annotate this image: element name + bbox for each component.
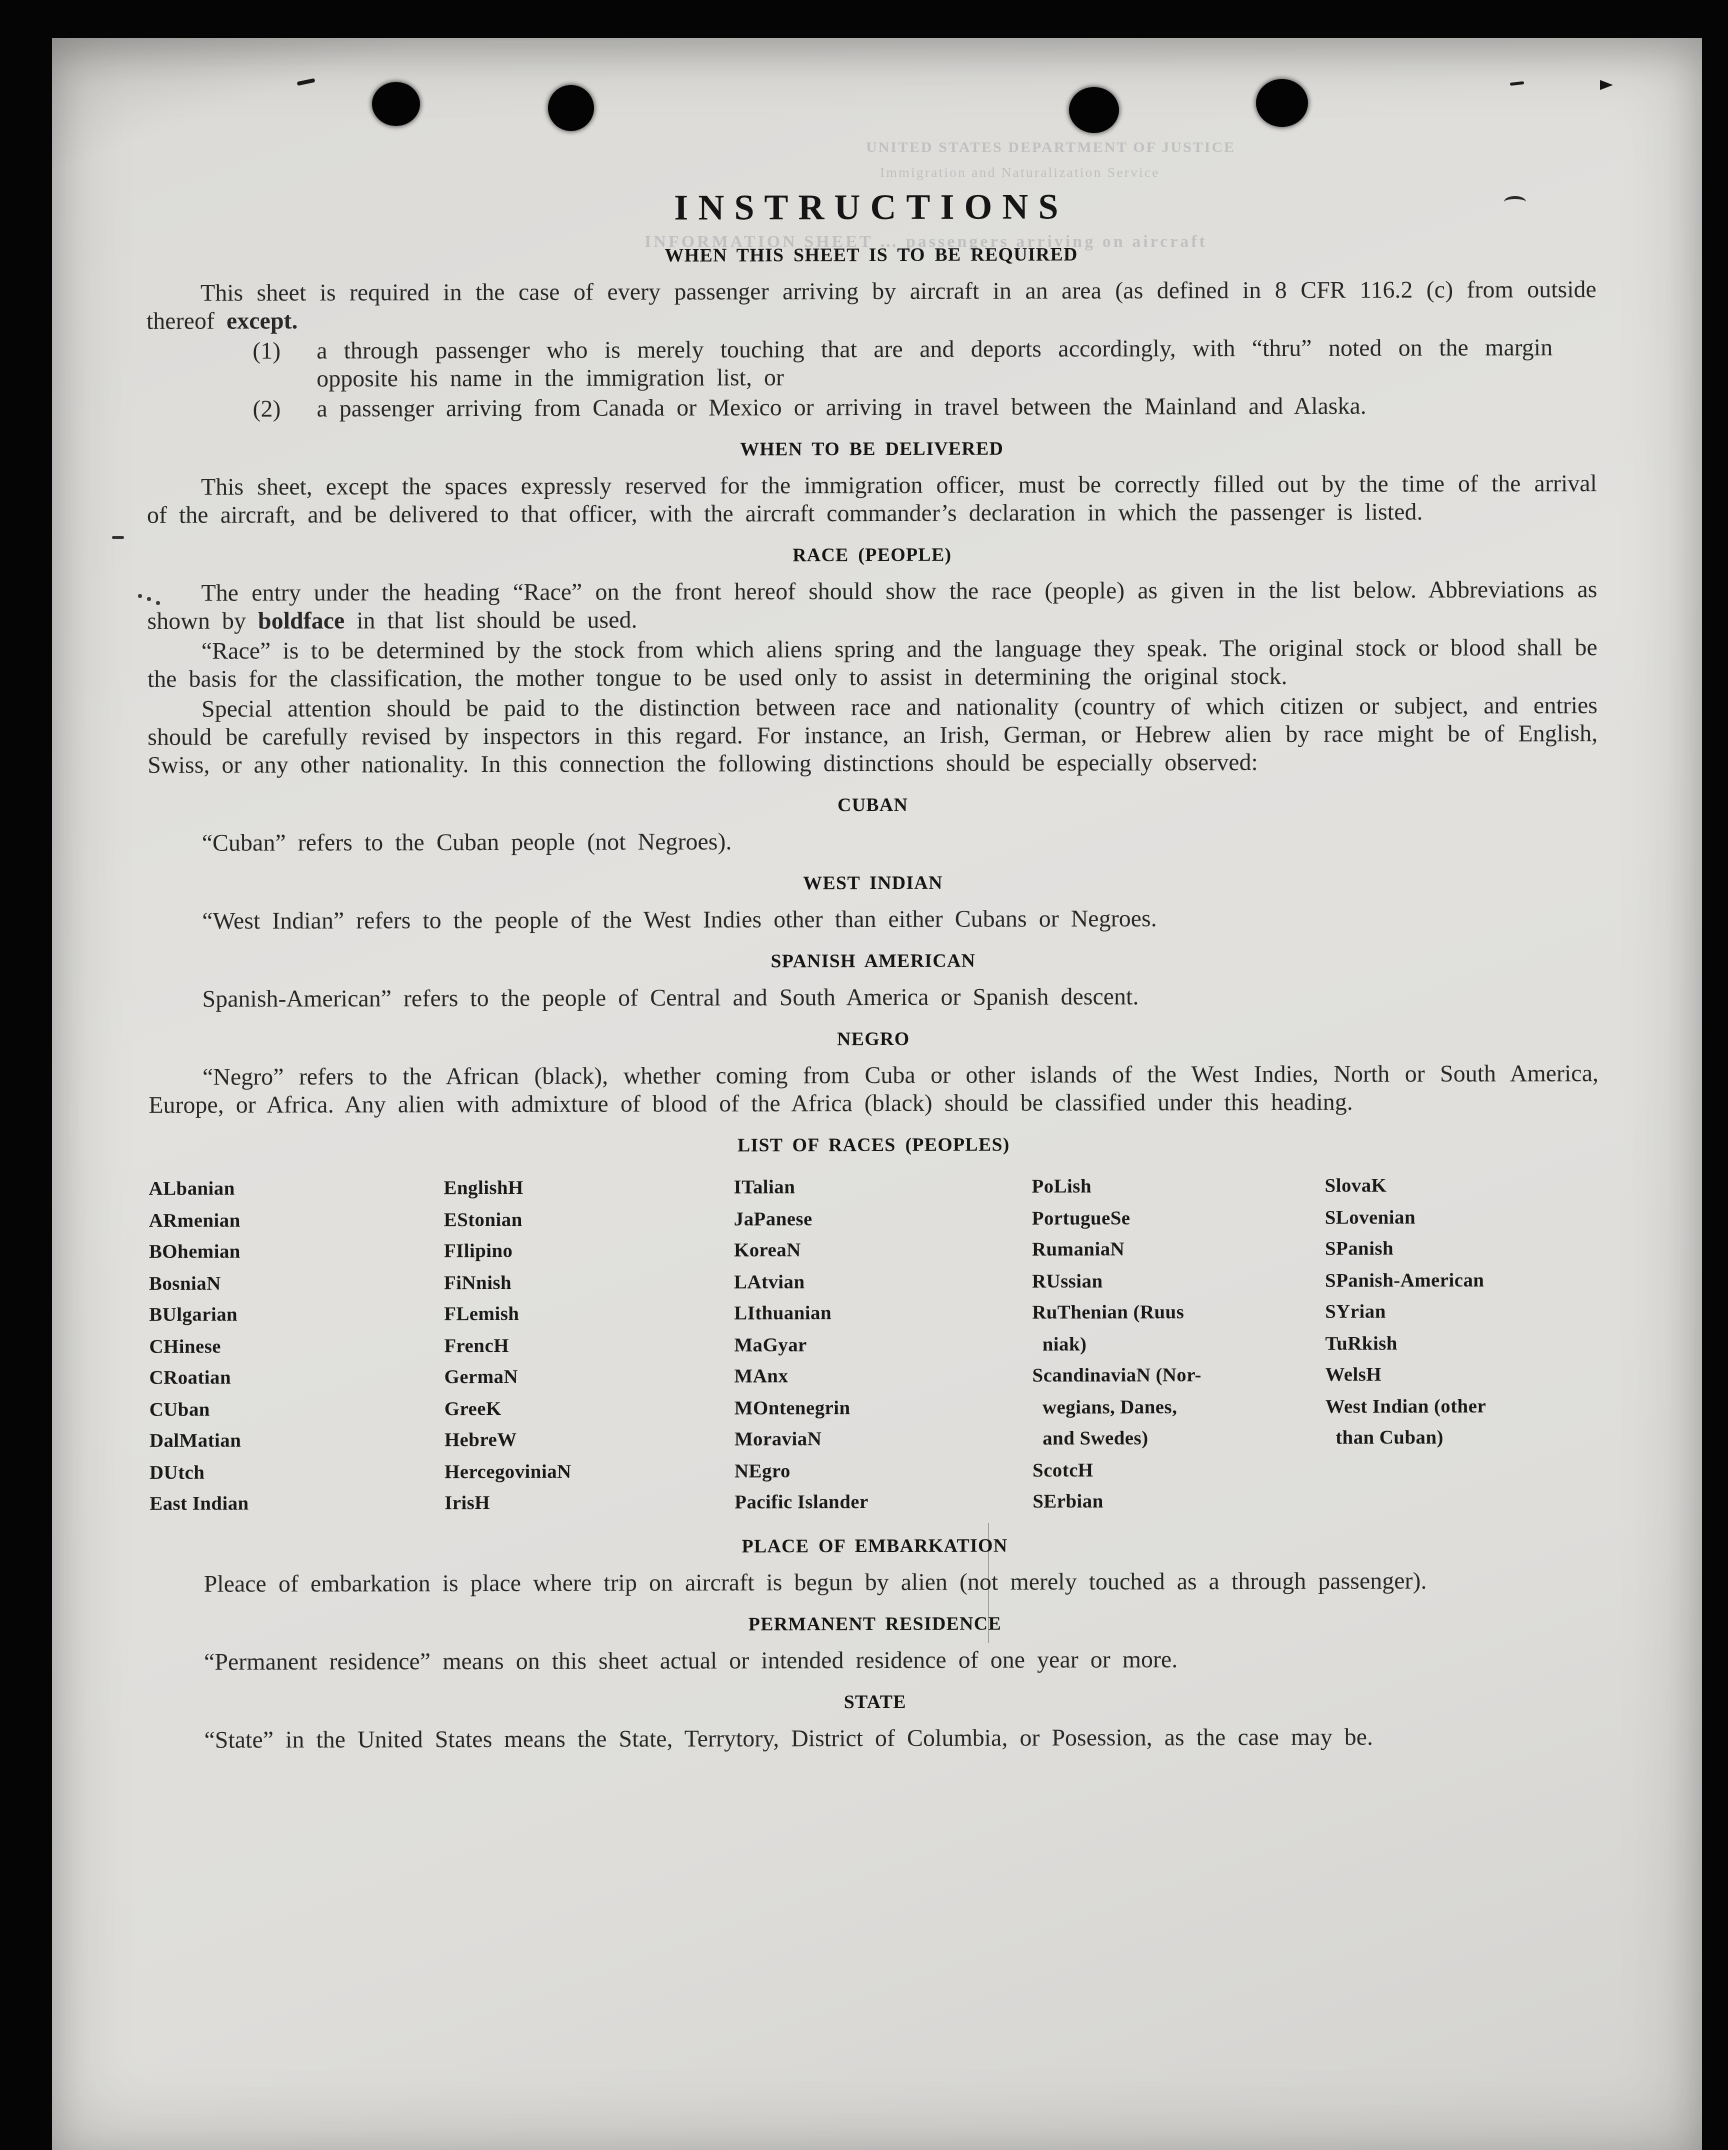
paragraph-required-intro — [146, 276, 1596, 336]
paragraph-race-3: Special attention should be paid to the distinction between race and nationality (country of which citizen or subject, and entries should be carefully revised by inspectors in this regard. For instance, an Irish, German, or Hebrew alien by race might be of English, Swiss, or any other nationality. In this connection the following distinctions should be especially observed: — [147, 693, 1598, 779]
document-content — [50, 36, 1704, 1755]
paragraph-residence: “Permanent residence” means on this sheet actual or intended residence of one year or more. — [203, 1646, 1178, 1676]
list-item-number: (2) — [252, 396, 281, 423]
section-heading-races-list: LIST OF RACES (PEOPLES) — [737, 1134, 1010, 1157]
paragraph-spanish-american: Spanish-American” refers to the people of Central and South America or Spanish descent. — [202, 984, 1139, 1013]
section-heading-cuban: CUBAN — [837, 794, 909, 817]
section-heading-west-indian: WEST INDIAN — [803, 872, 943, 895]
section-heading-embarkation: PLACE OF EMBARKATION — [741, 1535, 1008, 1557]
races-column-3: ITalian JaPanese KoreaN LAtvian LIthuanian MaGyar MAnx MOntenegrin MoraviaN NEgro Pacific Islander — [733, 1177, 869, 1514]
page-title: INSTRUCTIONS — [674, 186, 1069, 228]
section-heading-delivered: WHEN TO BE DELIVERED — [740, 438, 1004, 461]
paragraph-state: “State” in the United States means the State, Terrytory, District of Columbia, or Posession, as the case may be. — [204, 1724, 1373, 1754]
paragraph-text: in that list should be used. — [344, 607, 638, 635]
races-column-1: ALbanian ARmenian BOhemian BosniaN BUlgarian CHinese CRoatian CUban DalMatian DUtch East Indian — [148, 1178, 249, 1515]
paragraph-race-2: “Race” is to be determined by the stock from which aliens spring and the language they speak. The original stock or blood shall be the basis for the classification, the mother tongue to be used only to assist in determining the original stock. — [147, 635, 1598, 693]
list-item-1 — [147, 334, 1597, 394]
section-heading-state: STATE — [843, 1691, 907, 1713]
paragraph-embarkation: Pleace of embarkation is place where trip on aircraft is begun by alien (not merely touched as a through passenger). — [203, 1568, 1427, 1598]
races-column-5: SlovaK SLovenian SPanish SPanish-American SYrian TuRkish WelsH West Indian (other than Cuban) — [1324, 1175, 1487, 1449]
document-page — [52, 38, 1702, 2150]
section-heading-negro: NEGRO — [837, 1028, 910, 1051]
list-item-text: a passenger arriving from Canada or Mexico or arriving in travel between the Mainland and Alaska. — [316, 393, 1367, 423]
paragraph-west-indian: “West Indian” refers to the people of the West Indies other than either Cubans or Negroes. — [202, 906, 1157, 935]
races-list — [149, 1170, 1600, 1520]
list-item-number: (1) — [252, 338, 281, 365]
paragraph-negro: “Negro” refers to the African (black), whether coming from Cuba or other islands of the West Indies, North or South America, Europe, or Africa. Any alien with admixture of blood of the Africa (black) should be classified under this heading. — [148, 1061, 1599, 1119]
paragraph-cuban: “Cuban” refers to the Cuban people (not Negroes). — [201, 829, 732, 857]
section-heading-race: RACE (PEOPLE) — [792, 544, 952, 567]
section-heading-residence: PERMANENT RESIDENCE — [748, 1613, 1002, 1635]
ghost-text-service: Immigration and Naturalization Service — [880, 166, 1160, 181]
paragraph-delivered: This sheet, except the spaces expressly reserved for the immigration officer, must be correctly filled out by the time of the arrival of the aircraft, and be delivered to that officer, with the aircraft commander’s declaration in which the passenger is listed. — [146, 471, 1597, 529]
section-heading-required: WHEN THIS SHEET IS TO BE REQUIRED — [664, 244, 1078, 267]
section-heading-spanish-american: SPANISH AMERICAN — [770, 950, 976, 973]
list-item-text: a through passenger who is merely touching that are and deports accordingly, with “thru” noted on the margin opposite his name in the immigration list, or — [316, 335, 1553, 393]
races-column-4: PoLish PortugueSe RumaniaN RUssian RuThenian (Ruus niak) ScandinaviaN (Nor- wegians, Danes, and Swedes) ScotcH SErbian — [1031, 1176, 1202, 1513]
ghost-text-department: UNITED STATES DEPARTMENT OF JUSTICE — [866, 140, 1236, 156]
ghost-text-info-sheet: INFORMATION SHEET … passengers arriving on aircraft — [644, 232, 1208, 251]
paragraph-bold-text: except. — [226, 308, 298, 335]
paragraph-text: The entry under the heading “Race” on the front hereof should show the race (people) as given in the list below. Abbreviations as shown by — [147, 577, 1598, 635]
paragraph-text: This sheet is required in the case of every passenger arriving by aircraft in an area (as defined in 8 CFR 116.2 (c) from outside thereof — [146, 277, 1597, 335]
paragraph-race-1 — [147, 576, 1597, 636]
paragraph-bold-text: boldface — [257, 608, 345, 635]
races-column-2: EnglishH EStonian FIlipino FiNnish FLemish FrencH GermaN GreeK HebreW HercegoviniaN IrisH — [443, 1177, 572, 1515]
list-item-2 — [147, 392, 1597, 424]
